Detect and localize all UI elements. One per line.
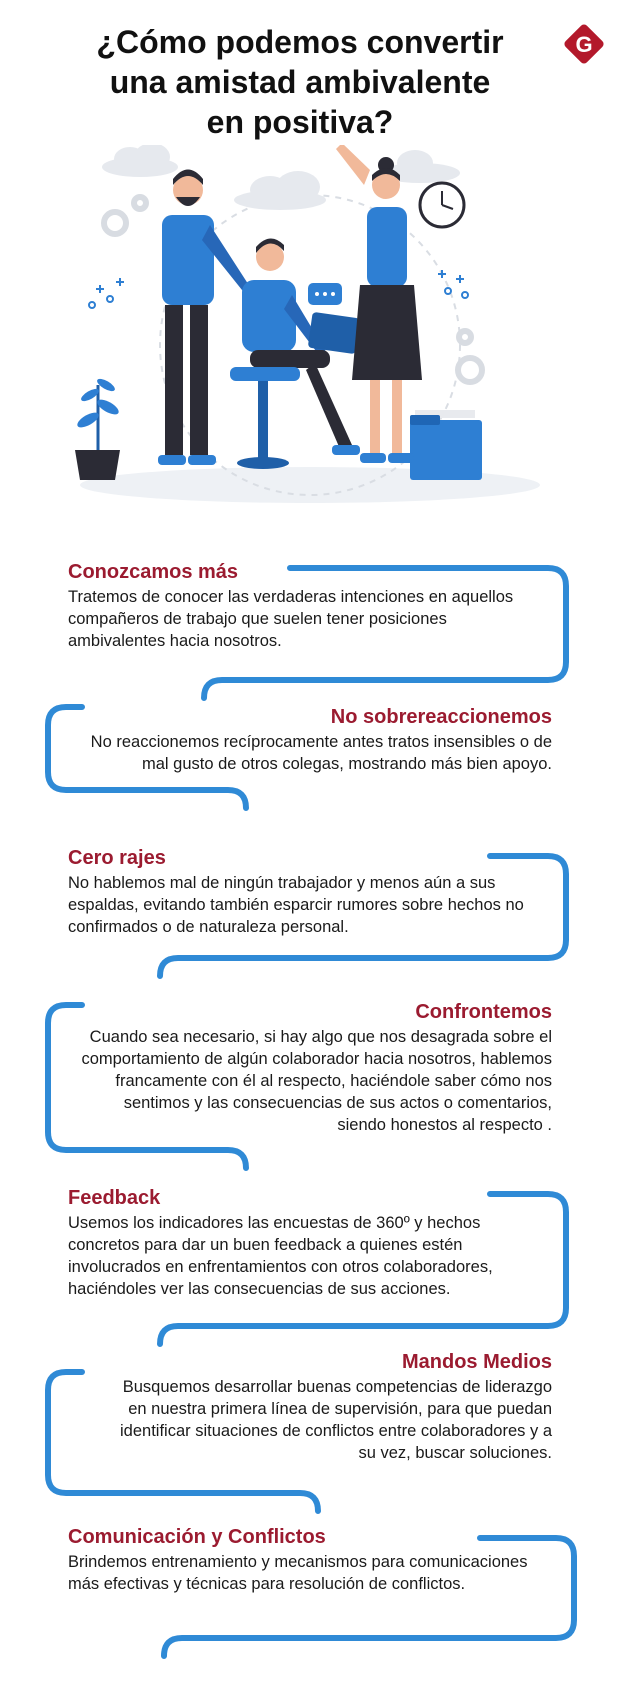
plant-icon bbox=[75, 377, 121, 480]
brand-logo bbox=[562, 22, 606, 66]
section-heading: Cero rajes bbox=[68, 847, 166, 869]
section-confrontemos bbox=[72, 1000, 552, 1136]
section-heading: Feedback bbox=[68, 1187, 161, 1209]
sitting-man-figure bbox=[230, 238, 360, 469]
section-heading: Confrontemos bbox=[415, 1001, 552, 1023]
page-title bbox=[60, 22, 540, 142]
section-text: Busquemos desarrollar buenas competencias de liderazgo en nuestra primera línea de supervisión, para que puedan identificar situaciones de conflictos entre colaboradores y a su vez, buscar soluciones. bbox=[120, 1378, 552, 1462]
title-line-1: ¿Cómo podemos convertir bbox=[96, 24, 504, 60]
section-feedback bbox=[68, 1186, 548, 1300]
section-conozcamos-mas bbox=[68, 560, 558, 652]
standing-man-figure bbox=[158, 170, 252, 466]
cloud-icon bbox=[102, 145, 460, 210]
clock-icon bbox=[420, 183, 464, 227]
standing-woman-figure bbox=[336, 145, 422, 463]
chat-bubble-icon bbox=[308, 283, 342, 305]
section-text: No reaccionemos recíprocamente antes tratos insensibles o de mal gusto de otros colegas, mostrando más bien apoyo. bbox=[90, 733, 552, 773]
section-no-sobrereaccionemos bbox=[72, 705, 552, 775]
section-text: Cuando sea necesario, si hay algo que nos desagrada sobre el comportamiento de algún colaborador hacia nosotros, hablemos francamente con él al respecto, haciéndole saber cómo nos sentimos y las consecuencias de sus actos o comentarios, siendo honestos al respecto . bbox=[81, 1028, 552, 1134]
section-mandos-medios bbox=[100, 1350, 552, 1464]
section-heading: Conozcamos más bbox=[68, 561, 239, 583]
team-illustration bbox=[70, 145, 550, 535]
title-line-2: una amistad ambivalente bbox=[109, 64, 491, 100]
title-line-3: en positiva? bbox=[206, 104, 394, 140]
section-heading: Mandos Medios bbox=[401, 1351, 552, 1373]
section-text: Usemos los indicadores las encuestas de 360º y hechos concretos para dar un buen feedback a quienes estén involucrados en enfrentamientos con otros colaboradores, haciéndoles ver las consecuencias de sus acciones. bbox=[68, 1214, 493, 1298]
section-text: Brindemos entrenamiento y mecanismos para comunicaciones más efectivas y técnicas para resolución de conflictos. bbox=[68, 1553, 528, 1593]
folder-icon bbox=[410, 410, 482, 480]
section-cero-rajes bbox=[68, 846, 548, 938]
section-comunicacion-y-conflictos bbox=[68, 1525, 558, 1595]
svg-text:G: G bbox=[575, 32, 593, 57]
section-heading: Comunicación y Conflictos bbox=[68, 1526, 326, 1548]
section-text: Tratemos de conocer las verdaderas intenciones en aquellos compañeros de trabajo que suelen tener posiciones ambivalentes hacia nosotros. bbox=[68, 588, 514, 650]
section-heading: No sobrereaccionemos bbox=[330, 706, 552, 728]
section-text: No hablemos mal de ningún trabajador y menos aún a sus espaldas, evitando también esparcir rumores sobre hechos no confirmados o de naturaleza personal. bbox=[68, 874, 524, 936]
